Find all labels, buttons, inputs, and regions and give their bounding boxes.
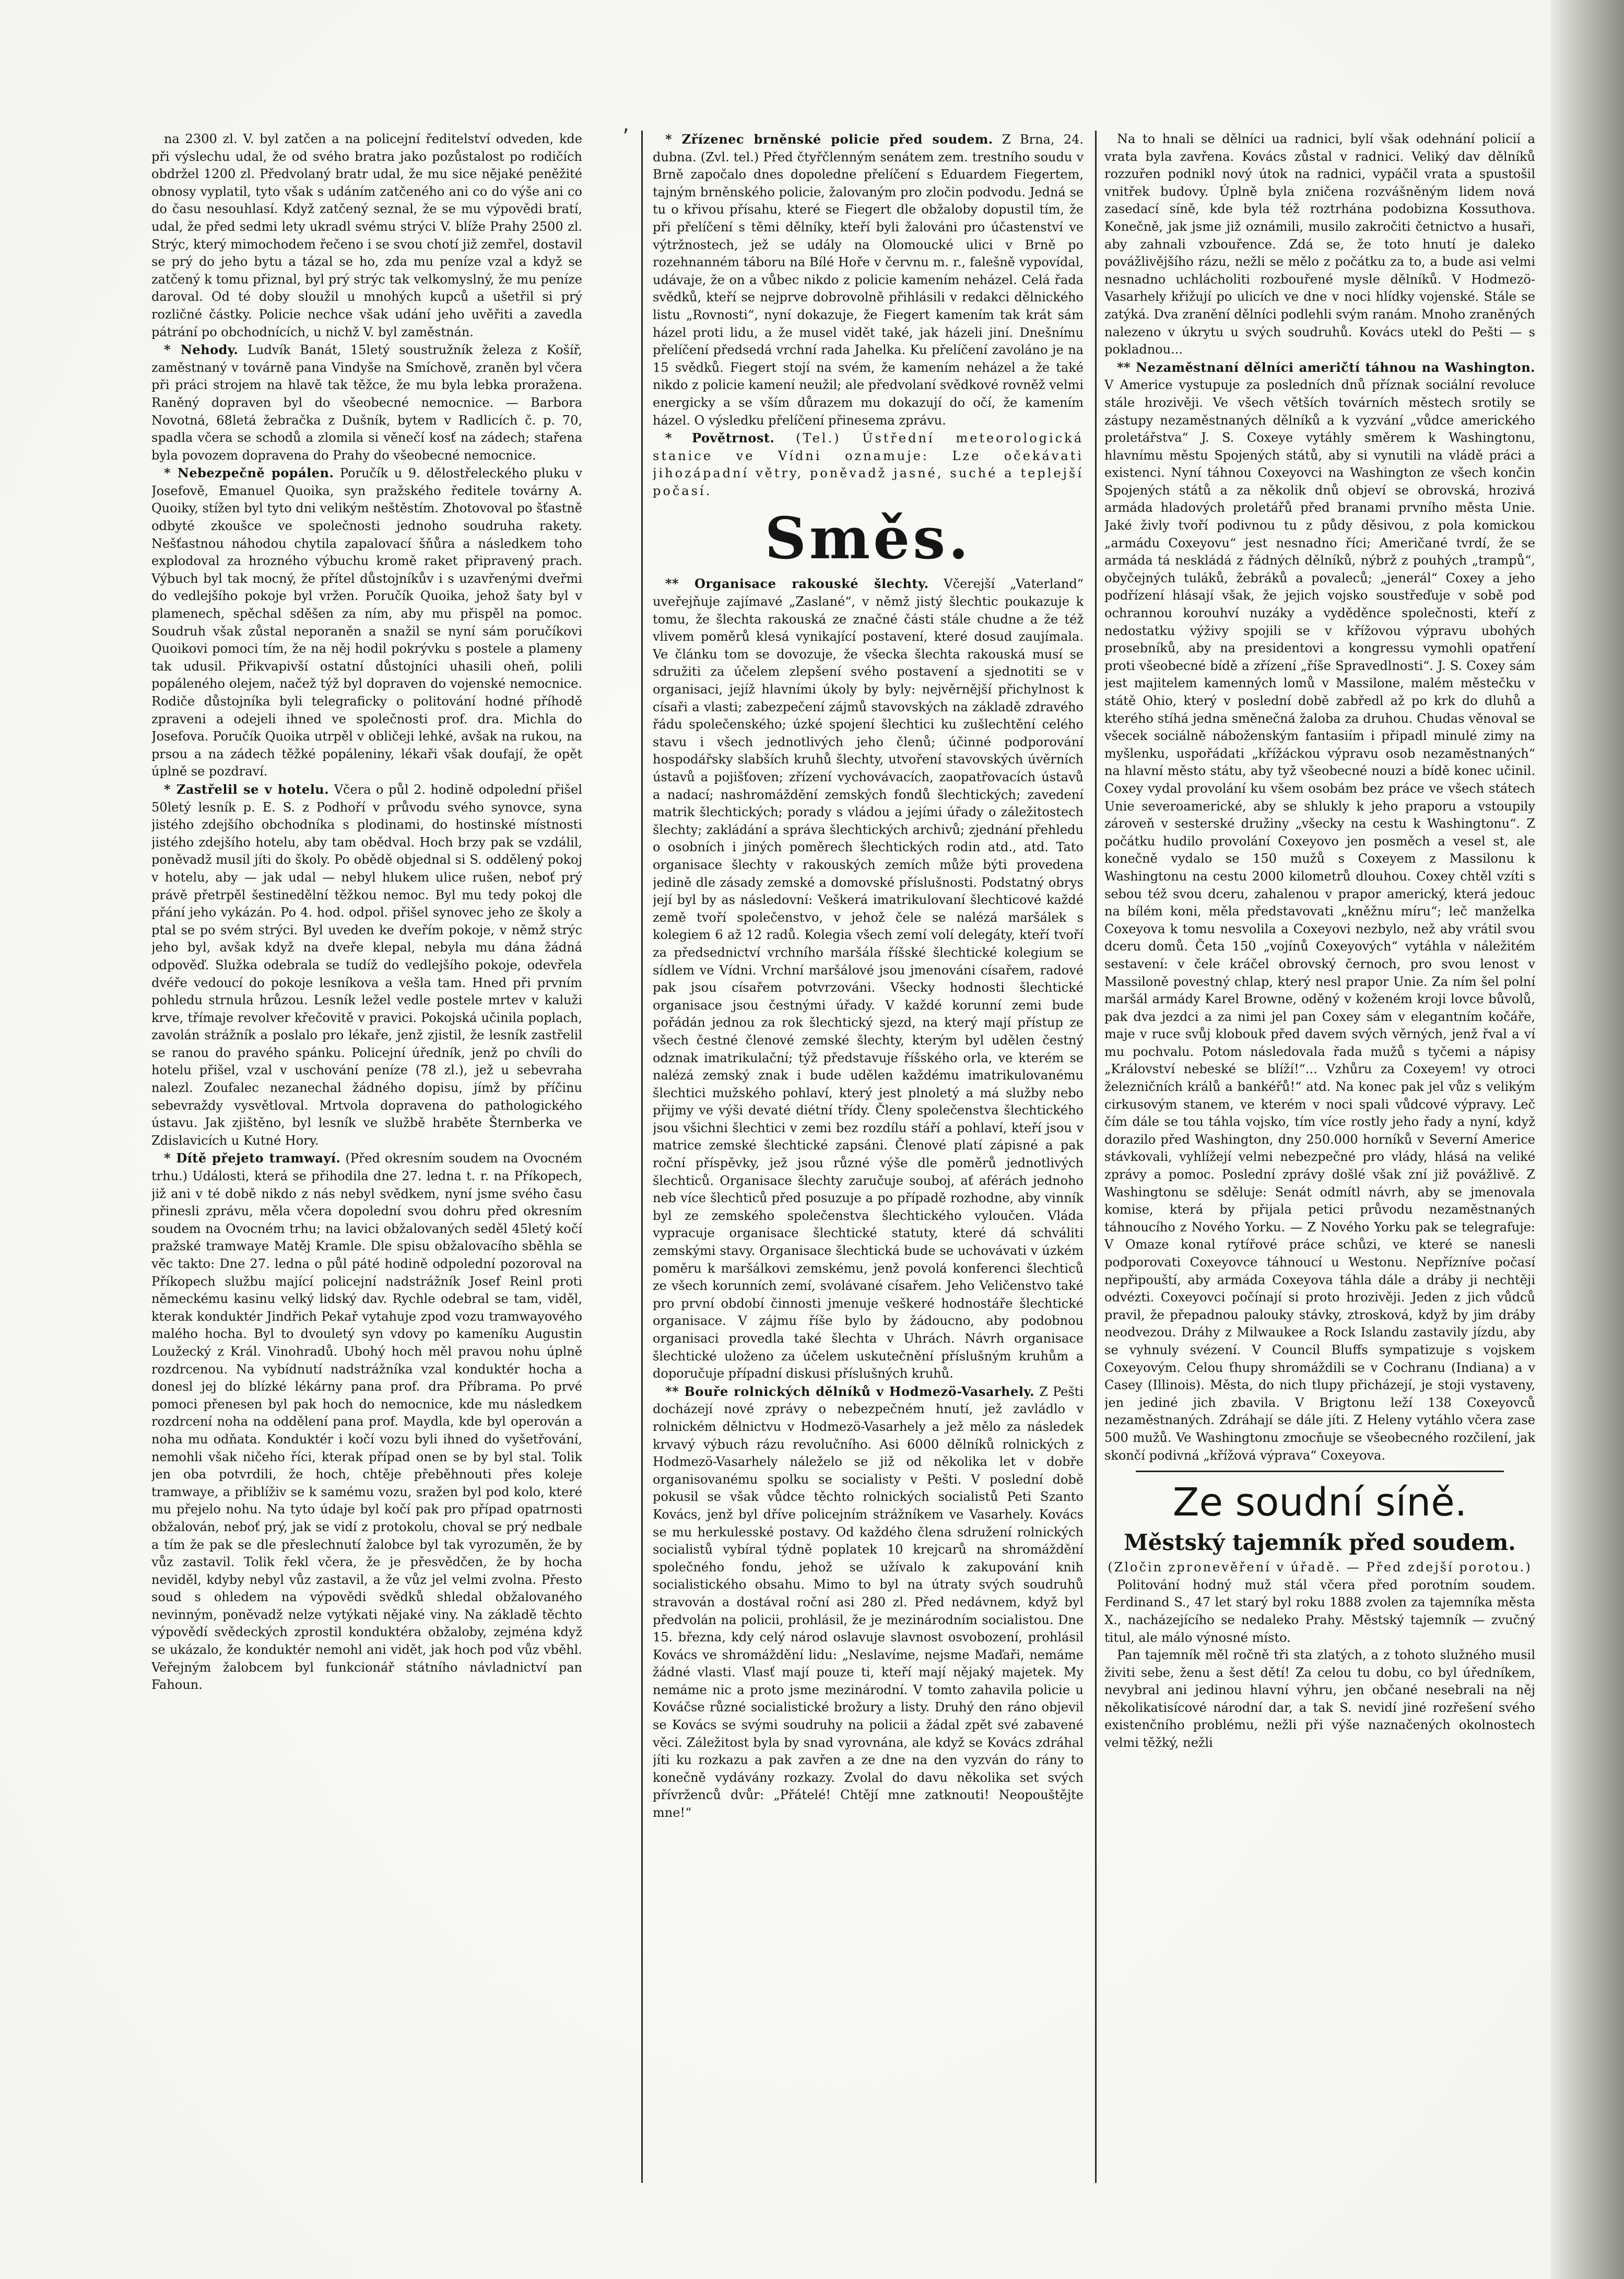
page-mark-icon: ‚ — [622, 112, 629, 136]
section-divider — [1136, 1471, 1504, 1472]
article-popalen: * Nebezpečně popálen. Poručík u 9. dělostřeleckého pluku v Josefově, Emanuel Quoika, syn pražského ředitele továrny A. Quoiky, stížen byl tyto dni velikým neštěstím. Zhotovoval po šťastně odbyté zkoušce ve společnosti jednoho soudruha rakety. Nešťastnou náhodou chytila zapalovací šňůra a následkem toho explodoval za hrozného výbuchu kromě raket připravený prach. Výbuch byl tak mocný, že přítel důstojníkův i s uzavřenými dveřmi do vedlejšího pokoje byl vržen. Poručík Quoika, jehož šaty byl v plamenech, spěchal sděšen za ním, aby mu přispěl na pomoc. Soudruh však zůstal neporaněn a snažil se nyní sám poručíkovi Quoikovi pomoci tím, že na něj hodil pokrývku s postele a plameny tak udusil. Přikvapivší ostatní důstojníci uhasili oheň, polili popáleného olejem, načež týž byl dopraven do vojenské nemocnice. Rodiče důstojníka byli telegraficky o politování hodné příhodě zpraveni a odejeli ihned ve společnosti prof. dra. Michla do Josefova. Poručík Quoika utrpěl v obličeji lehké, avšak na rukou, na prsou a na zádech těžké popáleniny, lékaři však doufají, že opět úplně se pozdraví. — [151, 465, 582, 779]
column-2 — [653, 131, 1084, 2172]
page-binding-edge — [1551, 0, 1624, 2279]
article-zastrelil: * Zastřelil se v hotelu. Včera o půl 2. hodině odpolední přišel 50letý lesník p. E. S. z Podhoří v průvodu svého synovce, syna jistého zdejšího obchodníka s plodinami, do hostinské místnosti jistého zdejšího hotelu, aby tam obědval. Hoch brzy pak se vzdálil, poněvadž musil jíti do školy. Po obědě objednal si S. oddělený pokoj v hotelu, aby — jak udal — nebyl hlukem ulice rušen, neboť prý právě přetrpěl šestinedělní těžkou nemoc. Byl mu tedy pokoj dle přání jeho vykázán. Po 4. hod. odpol. přišel synovec jeho ze školy a ptal se po svém strýci. Byl uveden ke dveřím pokoje, v němž strýc jeho byl, avšak když na dveře klepal, nebyla mu dána žádná odpověď. Služka odebrala se tudíž do vedlejšího pokoje, odevřela dvéře vedoucí do pokoje lesníkova a vešla tam. Hned při prvním pohledu strnula hrůzou. Lesník ležel vedle postele mrtev v kaluži krve, třímaje revolver křečovitě v pravici. Pokojská učinila poplach, zavolán strážník a poslalo pro lékaře, jenž zjistil, že lesník zastřelil se ranou do pravého spánku. Policejní úředník, jenž po chvíli do hotelu přišel, vzal v uschování peníze (78 zl.), jež u sebevraha nalezl. Zoufalec nezanechal žádného dopisu, jímž by příčinu sebevraždy vysvětloval. Mrtvola dopravena do pathologického ústavu. Jak zjištěno, byl lesník ve službě hraběte Šternberka ve Zdislavicích u Kutné Hory. — [151, 781, 582, 1148]
article-coxey: ** Nezaměstnaní dělníci američtí táhnou na Washington. V Americe vystupuje za posledních dnů příznak sociální revoluce stále hrozivěji. Ve všech větších továrních městech srotily se zástupy nezaměstnaných dělníků a k vyzvání „vůdce amerického proletářstva“ J. S. Coxeye vytáhly směrem k Washingtonu, hlavnímu městu Spojených států, aby si vynutili na vládě práci a existenci. Nyní táhnou Coxeyovci na Washington ze všech končin Spojených států a za několik dnů objeví se obrovská, hrozivá armáda hladových proletářů před branami prvního města Unie. Jaké živly tvoří podivnou tu z půdy děsivou, z pola komickou „armádu Coxeyovu“ jest nesnadno říci; Američané tvrdí, že se armáda tá neskládá z řádných dělníků, nýbrž z pouhých „trampů“, obyčejných tuláků, žebráků a povaleců; „jenerál“ Coxey a jeho podřízení hlásají však, že jejich vojsko soustřeďuje v sobě pod ochrannou korouhví nuzáky a vyděděnce společnosti, kteří z nedostatku výživy spojili se v křížovou výpravu ubohých prosebníků, aby na presidentovi a kongressu vymohli opatření proti všeobecné bídě a zřízení „říše Spravedlnosti“. J. S. Coxey sám jest majitelem kamenných lomů v Massilone, malém městečku v státě Ohio, který v poslední době zabředl až po krk do dluhů a kterého stíhá jedna směnečná žaloba za druhou. Chudas věnoval se všecek sociálně náboženským fantasiím i připadl minulé zimy na myšlenku, uspořádati „křížáckou výpravu osob nezaměstnaných“ na hlavní město státu, aby tyž všeobecné nouzi a bídě konec učinil. Coxey vydal provolání ku všem osobám bez práce ve všech státech Unie severoamerické, aby se shlukly k jeho praporu a vstoupily zároveň v sesterské družiny „všecky na cestu k Washingtonu“. Z počátku hudilo provolání Coxeyovo jen posměch a vesel st, ale konečně vydalo se 150 mužů s Coxeyem z Massilonu k Washingtonu na cestu 2000 kilometrů dlouhou. Coxey chtěl vzíti s sebou též svou dceru, zahalenou v prapor americký, která jedouc na bílém koni, měla představovati „kněžnu míru“; leč manželka Coxeyova k tomu nesvolila a Coxeyovi nezbylo, než aby vrátil svou dceru domů. Četa 150 „vojínů Coxeyových“ vytáhla v náležitém sestavení: v čele kráčel obrovský černoch, pro svou lenost v Massiloně povestný chlap, který nesl prapor Unie. Za ním šel polní maršál armády Karel Browne, oděný v koženém kroji lovce bůvolů, pak dva jezdci a za nimi jel pan Coxey sám v elegantním kočáře, maje v ruce svůj klobouk před davem svých věrných, jenž řval a ví mu pochvalu. Potom následovala řada mužů s tyčemi a nápisy „Království nebeské se blíží!“... Vzhůru za Coxeyem! vy otroci železničních králů a bankéřů!“ atd. Na konec pak jel vůz s velikým cirkusovým stanem, ve kterém v noci spali vůdcové výpravy. Leč čím dále se tou táhla vojsko, tím více rostly jeho řady a nyní, když dorazilo před Washington, dny 250.000 horníků v Severní Americe stávkovali, vyhlížejí velmi nebezpečné pro vlády, hlásá na veliké zprávy a pomoc. Poslední zprávy došlé však zní již povážlivě. Z Washingtonu se sděluje: Senát odmítl návrh, aby se jmenovala komise, která by přijala petici průvodu nezaměstnaných táhnoucího z Nového Yorku. — Z Nového Yorku pak se telegrafuje: V Omaze konal rytířové práce schůzi, ve které se nanesli podporovati Coxeyovce táhnoucí u Westonu. Nepřízníve počasí nepřipouští, aby armáda Coxeyova táhla dále a dráby ji nechtěji odvézti. Coxeyovci počínají si proto hrozivěji. Jeden z jich vůdců pravil, že přepadnou palouky stávky, ztrosková, když by jim dráby neodvezou. Dráhy z Milwaukee a Rock Islandu zastavily jízdu, aby se vyhnuly svézení. V Council Bluffs sympatizuje s vojskem Coxeyovým. Celou ťhupy shromáždili se v Cochranu (Indiana) a v Casey (Illinois). Města, do nich tlupy přicházejí, je stoji vystaveny, jen jediné jich zbavila. V Brigtonu leží 138 Coxeyovců nezaměstnaných. Zdráhají se dále jíti. Z Heleny vytáhlo včera zase 500 mužů. Ve Washingtonu zmocňuje se všeobecného rozčilení, jak skončí podivná „křížová výprava“ Coxeyova. — [1104, 359, 1535, 1463]
column-3 — [1104, 131, 1535, 2172]
article-tajemnik-p1: Politování hodný muž stál včera před porotním soudem. Ferdinand S., 47 let starý byl roku 1888 zvolen za tajemníka města X., nacházejícího se nedaleko Prahy. Městský tajemník — zvučný titul, ale málo výnosné místo. — [1104, 1577, 1535, 1645]
article-policie-brno: * Zřízenec brněnské policie před soudem. Z Brna, 24. dubna. (Zvl. tel.) Před čtyřčlenným senátem zem. trestního soudu v Brně započalo dnes dopoledne přelíčení s Eduardem Fiegertem, tajným brněnského policie, žalovaným pro zločin podvodu. Jedná se tu o křivou přísahu, které se Fiegert dle obžaloby dopustil tím, že při přelíčení s těmi dělníky, kteří byli žalováni pro účastenství ve výtržnostech, jež se udály na Olomoucké ulici v Brně po rozehnanném táboru na Bílé Hoře v červnu m. r., falešně vypovídal, udávaje, že on a vůbec nikdo z policie kamením neházel. Celá řada svědků, kteří se nejprve dobrovolně přihlásili v redakci dělnického listu „Rovnosti“, nyní dokazuje, že Fiegert kamením tak krát sám házel proti lidu, a že musel vidět také, jak házeli jiní. Dnešnímu přelíčení předsedá vrchní rada Jahelka. Ku přelíčení zavoláno je na 15 svědků. Fiegert stojí na svém, že kamením neházel a že také nikdo z policie kamení neužil; ale předvolaní svědkové rovněž velmi energicky a se vším důrazem mu dokazují do očí, že kamením házel. O výsledku přelíčení přinesema zprávu. — [653, 132, 1084, 428]
article-nehody: * Nehody. Ludvík Banát, 15letý soustružník železa z Košíř, zaměstnaný v továrně pana Vindyše na Smíchově, zraněn byl včera při práci strojem na hlavě tak těžce, že mu byla lebka proražena. Raněný dopraven byl do všeobecné nemocnice. — Barbora Novotná, 68letá žebračka z Dušník, bytem v Radlicích č. p. 70, spadla včera se schodů a zlomila si věnečí kosť na zádech; stařena byla povozem dopravena do Prahy do všeobecné nemocnice. — [151, 342, 582, 463]
article-subtitle-tajemnik: (Zločin zpronevěření v úřadě. — Před zdejší porotou.) — [1108, 1560, 1532, 1575]
column-divider — [1095, 131, 1097, 2183]
article-tramway: * Dítě přejeto tramwayí. (Před okresním soudem na Ovocném trhu.) Události, která se přihodila dne 27. ledna t. r. na Příkopech, již ani v té době nikdo z nás nebyl svědkem, nyní jsme svého času přinesli zprávu, měla včera dopolední svou dohru před okresním soudem na Ovocném trhu; na lavici obžalovaných seděl 45letý kočí pražské tramwaye Matěj Kramle. Dle spisu obžalovacího sběhla se věc takto: Dne 27. ledna o půl páté hodině odpolední pozoroval na Příkopech službu mající policejní nadstrážník Josef Reinl proti německému kasinu velký lidský dav. Rychle odebral se tam, viděl, kterak konduktér Jindřich Pekař vytahuje zpod vozu tramwayového malého hocha. Byl to dvouletý syn vdovy po kameníku Augustin Loužecký z Král. Vinohradů. Ubohý hoch měl pravou nohu úplně rozdrcenou. Na vybídnutí nadstrážníka vzal konduktér hocha a donesl jej do blízké lékárny pana prof. dra Příbrama. Po prvé pomoci přenesen byl pak hoch do nemocnice, kde mu následkem rozdrcení noha na oddělení pana prof. Maydla, kde byl operován a noha mu odňata. Konduktér i kočí vozu byli ihned do vyšetřování, nemohli však ničeho říci, kterak případ onen se by byl stal. Tolik jen oba potvrdili, že hoch, chtěje přeběhnouti přes koleje tramwaye, a přiblíživ se k samému vozu, sražen byl pod kolo, které mu přejelo nohu. Na tyto údaje byl kočí pak pro případ opatrnosti obžalován, neboť prý, jak se vidí z protokolu, choval se prý nedbale a tím že pak se dle přeslechnutí žalobce byl tak vyrozuměn, že by vůz zastavil. Tolik řekl včera, že je přesvědčen, že by hocha neviděl, kdyby nebyl vůz zastavil, a že vůz jel velmi zvolna. Přesto soud s ohledem na výpovědi svědků shledal obžalovaného nevinným, poněvadž nelze vytýkati nějaké viny. Na základě těchto výpovědí svědeckých zprostil konduktéra obžaloby, zejména když se ukázalo, že konduktér nemohl ani vidět, jak hoch pod vůz vběhl. Veřejným žalobcem byl funkcionář státního návladnictví pan Fahoun. — [151, 1150, 582, 1693]
article-tajemnik-p2: Pan tajemník měl ročně tři sta zlatých, a z tohoto služného musil živiti sebe, ženu a šest dětí! Za celou tu dobu, co byl úředníkem, nevybral ani jedinou hlavní výhru, jen občané nesebrali na něj několikatisícové národní dar, a tak S. nevidí jiné rozřešení svého existenčního problému, nežli při výše naznačených okolnostech velmi těžký, nežli — [1104, 1648, 1535, 1751]
article-slechta: ** Organisace rakouské šlechty. Včerejší „Vaterland“ uveřejňuje zajímavé „Zaslané“, v němž jistý šlechtic poukazuje k tomu, že šlechta rakouská ze značné části stále chudne a že též vlivem poměrů klesá vynikající postavení, které dosud zaujímala. Ve článku tom se dovozuje, že všecka šlechta rakouská musí se sdružiti za účelem zlepšení svého postavení a sjednotiti se v organisaci, jejíž hlavními úkoly by byly: nejvěrnější přichylnost k císaři a vlasti; zabezpečení zájmů stavovských na základě zdravého řádu společenského; úzké spojení šlechtici ku zušlechtění celého stavu i všech jednotlivých jeho členů; účinné podporování hospodářsky slabších kruhů šlechty, utvoření stavovských úvěrních ústavů a pojišťoven; zřízení vychovávacích, zaopatřovacích ústavů a nadací; nashromáždění zemských fondů šlechtických; zavedení matrik šlechtických; porady s vládou a jejími úřady o záležitostech šlechty; zakládání a správa šlechtických archivů; zjednání přehledu o osobních i jiných poměrech šlechtických rodin atd., atd. Tato organisace šlechty v rakouských zemích může býti provedena jedině dle zásady zemské a domovské příslušnosti. Podstatný obrys její byl by as následovní: Veškerá imatrikulovaní šlechticové každé země tvoří společenstvo, v jehož čele se nalézá maršálek s kolegiem 6 až 12 radů. Kolegia všech zemí volí delegáty, kteří tvoří za předsednictví vrchního maršála říšské šlechtické kolegium se sídlem ve Vídni. Vrchní maršálové jsou jmenováni císařem, radové pak jsou císařem potvrzováni. Všecky hodnosti šlechtické organisace jsou čestnými úřady. V každé korunní zemi bude pořádán jednou za rok šlechtický sjezd, na který mají přístup ze všech čestné členové zemské šlechty, kterým byl udělen čestný odznak imatrikulační; týž představuje říšského orla, ve kterém se nalézá zemský znak i bude udělen každému imatrikulovanému šlechtici mužského pohlaví, který jest plnoletý a má služby nebo přijmy ve výši devaté diétní třídy. Členy společenstva šlechtického jsou všichni šlechtici v zemi bez rozdílu stáří a pohlaví, kteří jsou v matrice zemské šlechtické zapsáni. Členové platí zápisné a pak roční příspěvky, jež jsou různé výše dle poměrů jednotlivých šlechticů. Organisace šlechty zaručuje souboj, ať aférách jednoho neb více šlechticů před posuzuje a po případě rozhodne, aby vinník byl ze zemského společenstva šlechtického vyloučen. Vláda vypracuje organisace šlechtické statuty, které dá schváliti zemskými stavy. Organisace šlechtická bude se uchovávati v úzkém poměru k maršálkovi zemskému, jenž povolá konferenci šlechticů ze všech korunních zemí, svolávané císařem. Jeho Veličenstvo také pro první období činnosti jmenuje veškeré hodnostáře šlechtické organisace. V zájmu říše bylo by žádoucno, aby podobnou organisaci provedla také šlechta v Uhrách. Návrh organisace šlechtické uloženo za účelem uskutečnění příslušným kruhům a doporučuje případní diskusi příslušných kruhů. — [653, 576, 1084, 1381]
section-title-soudni-sin: Ze soudní síně. — [1172, 1480, 1467, 1525]
article-povetrnost: * Povětrnost. (Tel.) Ústřední meteorologická stanice ve Vídni oznamuje: Lze očekávati jihozápadní větry, poněvadž jasné, suché a teplejší počasí. — [653, 430, 1084, 498]
column-1 — [151, 131, 582, 2172]
section-title-smes: Směs. — [764, 504, 972, 572]
article-paragraph: na 2300 zl. V. byl zatčen a na policejní ředitelství odveden, kde při výslechu udal, že od svého bratra jako pozůstalost po rodičích obdržel 1200 zl. Předvolaný bratr udal, že mu sice nějaké peněžité obnosy vyplatil, tyto však s udáním zatčeného ani co do výše ani co do času nesouhlasí. Když zatčený seznal, že se mu výpovědi bratí, udal, že před sedmi lety ukradl svému strýci V. blíže Prahy 2500 zl. Strýc, který mimochodem řečeno i se svou chotí již zemřel, dostavil se prý do jeho bytu a tázal se ho, zda mu peníze vzal a když se zatčený k tomu přiznal, byl prý strýc tak velkomyslný, že mu peníze daroval. Od té doby sloužil u mnohých kupců a ušetřil si prý rozličné částky. Policie nechce však udání jeho uvěřiti a zavedla pátrání po obchodnících, u nichž V. byl zaměstnán. — [151, 132, 582, 339]
article-title-tajemnik: Městský tajemník před soudem. — [1124, 1530, 1516, 1556]
article-hodmezo-cont: Na to hnali se dělníci ua radnici, bylí však odehnání policií a vrata byla zavřena. Kovács zůstal v radnici. Veliký dav dělníků rozzuřen podnikl nový útok na radnici, vypáčil vrata a spustošil vnitřek budovy. Úplně byla zničena rozvášněným lidem nová zasedací síně, kde byla též roztrhána podobizna Kossuthova. Konečně, jak jsme již oznámili, musilo zakročiti četnictvo a husaři, aby zahnali vzbouřence. Zdá se, že toto hnutí je daleko povážlivějšího rázu, nežli se mělo z počátku za to, a bude asi velmi nesnadno uchlácholiti rozbouřené mysle dělníků. V Hodmezö-Vasarhely křižují po ulicích ve dne v noci hlídky vojenské. Stále se zatýká. Dva zranění dělníci podlehli svým ranám. Mnoho zraněných nalezeno v úkrytu u svých soudruhů. Kovács utekl do Pešti — s pokladnou... — [1104, 132, 1535, 357]
article-hodmezo: ** Bouře rolnických dělníků v Hodmezö-Vasarhely. Z Pešti docházejí nové zprávy o nebezpečném hnutí, jež zavládlo v rolnickém dělnictvu v Hodmezö-Vasarhely a jež mělo za následek krvavý výbuch rázu revolučního. Asi 6000 dělníků rolnických z Hodmezö-Vasarhely náleželo se již od několika let v dobře organisovanému spolku se socialisty v Pešti. V poslední době pokusil se však vůdce těchto rolnických socialistů Peti Szanto Kovács, jenž byl dříve policejním strážníkem ve Vasarhely. Kovács se mu herkulesské postavy. Od každého člena sdružení rolnických socialistů vybíral týdně poplatek 10 krejcarů na shromáždění společného fondu, jehož se užívalo k zakupování knih socialistického obsahu. Mimo to byl na útraty svých soudruhů stravován a dostával roční asi 280 zl. Před nedávnem, když byl předvolán na policii, prohlásil, že je mezinárodním socialistou. Dne 15. března, kdy celý národ oslavuje slavnost osvobození, prohlásil Kovács ve shromáždění lidu: „Neslavíme, nejsme Maďaři, nemáme žádné vlasti. Vlasť mají pouze ti, kteří mají nějaký majetek. My nemáme nic a proto jsme mezinárodní. V tomto zahavila policie u Kováčse různé socialistické brožury a listy. Druhý den ráno objevil se Kovács se svými soudruhy na policii a žádal zpět své zabavené věci. Záležitost byla by snad vyrovnána, ale když se Kovács zdráhal jíti ku rozkazu a pak zavřen a ze dne na den vyzván do rány to konečně vydávány rozkazy. Zvolal do davu několika set svých přívrženců dvůr: „Přátelé! Chtějí mne zatknouti! Neopouštějte mne!“ — [653, 1383, 1084, 1820]
column-divider — [641, 131, 643, 2183]
